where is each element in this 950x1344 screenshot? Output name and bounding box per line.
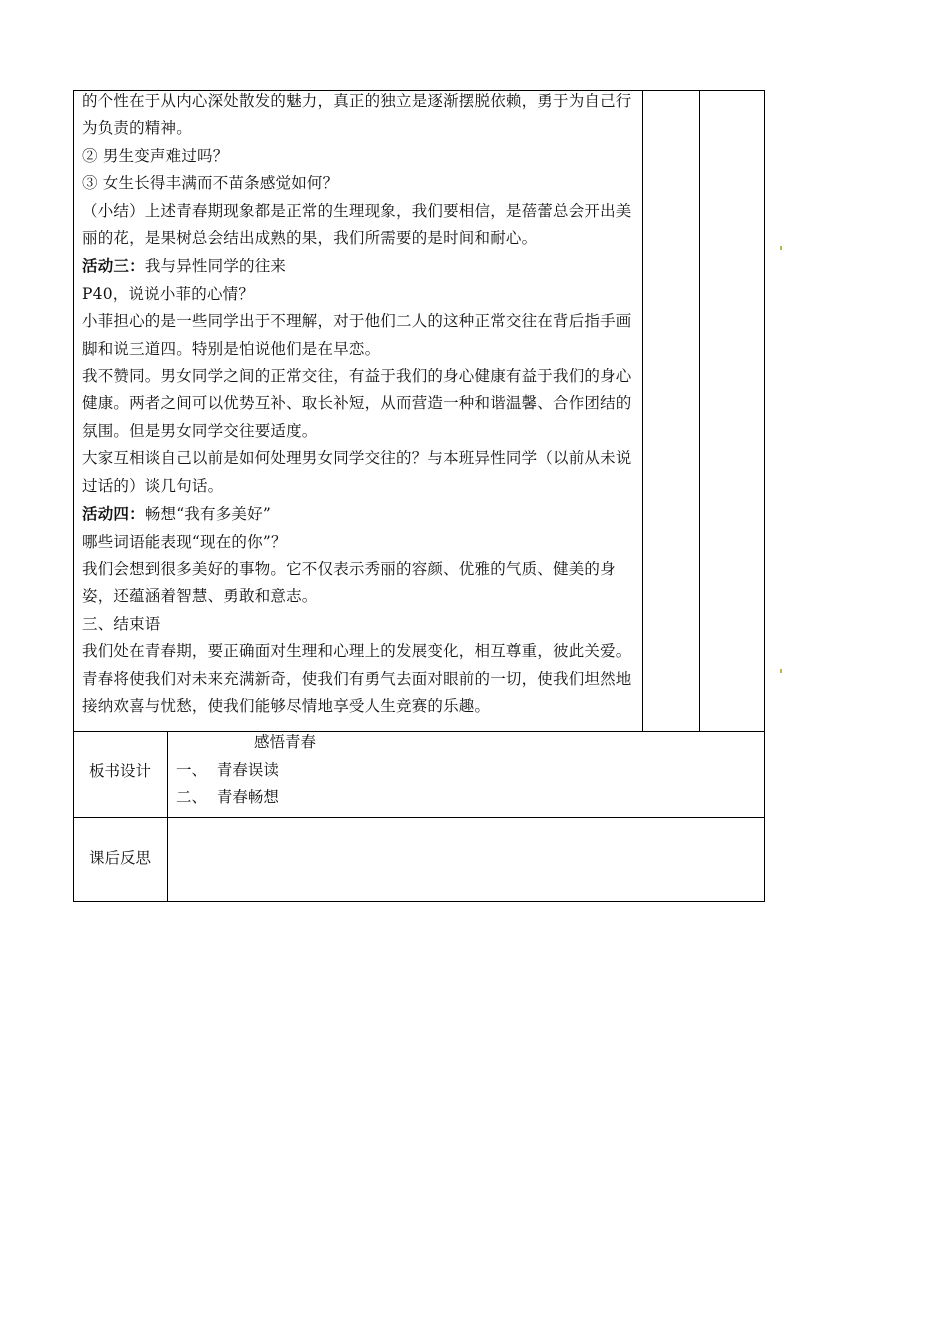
activity-heading: 活动四： [82, 504, 145, 524]
board-design-item-2: 二、 青春畅想 [176, 788, 279, 807]
lesson-paragraph: 我们处在青春期，要正确面对生理和心理上的发展变化，相互尊重，彼此关爱。青春将使我们对未来充满新奇，使我们有勇气去面对眼前的一切，使我们坦然地接纳欢喜与忧愁，使我们能够尽情地享受人生竞赛的乐趣。 [82, 642, 632, 715]
column-divider-1 [642, 90, 643, 732]
column-divider-2 [699, 90, 700, 732]
lesson-paragraph: （小结）上述青春期现象都是正常的生理现象，我们要相信，是蓓蕾总会开出美丽的花，是果树总会结出成熟的果，我们所需要的是时间和耐心。 [82, 201, 632, 248]
activity-heading: 活动三： [82, 256, 145, 276]
lesson-paragraph: 三、结束语 [82, 614, 161, 633]
board-design-item-1: 一、 青春误读 [176, 760, 279, 779]
lesson-paragraph [82, 500, 642, 528]
activity-title: 我与异性同学的往来 [144, 257, 287, 276]
reflection-content-area[interactable] [168, 818, 764, 901]
lesson-paragraph: P40，说说小菲的心情？ [82, 284, 255, 303]
margin-mark [780, 246, 782, 250]
activity-title: 畅想“我有多美好” [144, 505, 271, 524]
lesson-paragraph: ② 男生变声难过吗？ [82, 146, 229, 165]
lesson-paragraph: 小菲担心的是一些同学出于不理解，对于他们二人的这种正常交往在背后指手画脚和说三道四。特别是怕说他们是在早恋。 [82, 312, 632, 358]
lesson-paragraph: 哪些词语能表现“现在的你”？ [82, 532, 287, 551]
lesson-paragraph: 我不赞同。男女同学之间的正常交往，有益于我们的身心健康有益于我们的身心健康。两者之间可以优势互补、取长补短，从而营造一种和谐温馨、合作团结的氛围。但是男女同学交往要适度。 [82, 367, 632, 440]
board-design-label: 板书设计 [88, 762, 151, 780]
margin-mark [780, 669, 782, 673]
lesson-paragraph: 的个性在于从内心深处散发的魅力，真正的独立是逐渐摆脱依赖，勇于为自己行为负责的精神。 [82, 92, 632, 138]
lesson-paragraph: 大家互相谈自己以前是如何处理男女同学交往的？与本班异性同学（以前从未说过话的）谈几句话。 [82, 449, 632, 495]
lesson-paragraph: 我们会想到很多美好的事物。它不仅表示秀丽的容颜、优雅的气质、健美的身姿，还蕴涵着智慧、勇敢和意志。 [82, 559, 616, 606]
reflection-label: 课后反思 [88, 849, 151, 867]
lesson-paragraph [82, 252, 642, 280]
board-design-title: 感悟青春 [254, 733, 317, 751]
lesson-paragraph: ③ 女生长得丰满而不苗条感觉如何？ [82, 174, 339, 193]
lesson-content [82, 88, 642, 720]
board-design-content [176, 729, 316, 812]
